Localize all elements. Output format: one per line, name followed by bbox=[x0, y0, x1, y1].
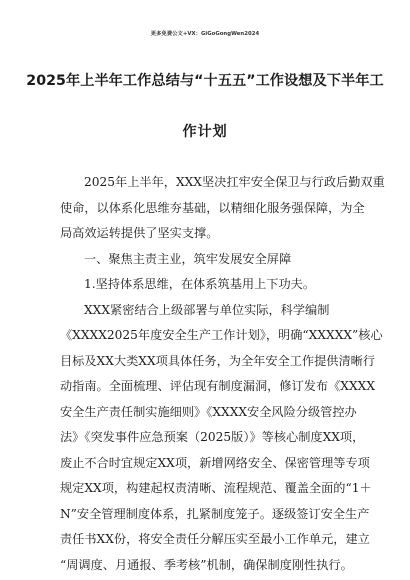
body-line: 安全生产责任制实施细则》《XXXX安全风险分级管控办 bbox=[60, 404, 357, 419]
body-line: 《XXXX2025年度安全生产工作计划》，明确“XXXXX”核心 bbox=[60, 328, 383, 342]
body-line: 使命，以体系化思维夯基础，以精细化服务强保障，为全 bbox=[60, 200, 365, 215]
header-note: 更多免费公文+VX：GiGoGongWen2024 bbox=[150, 31, 260, 37]
body-line: XXX紧密结合上级部署与单位实际，科学编制 bbox=[84, 302, 330, 317]
body-line: 规定XX项，构建起权责清晰、流程规范、覆盖全面的“1＋ bbox=[60, 481, 372, 495]
body-line: 责任书XX份，将安全责任分解压实至最小工作单元，建立 bbox=[60, 532, 370, 546]
document-title-line-1: 2025年上半年工作总结与“十五五”工作设想及下半年工 bbox=[26, 73, 384, 89]
body-line: 局高效运转提供了坚实支撑。 bbox=[60, 226, 219, 240]
body-line: 目标及XX大类XX项具体任务，为全年安全工作提供清晰行 bbox=[60, 353, 376, 368]
body-line: 2025年上半年，XXX坚决扛牢安全保卫与行政后勤双重 bbox=[84, 175, 385, 189]
body-line: 动指南。全面梳理、评估现有制度漏洞，修订发布《XXXX bbox=[60, 379, 376, 393]
document-body bbox=[60, 170, 385, 578]
body-line: 法》《突发事件应急预案（2025版）》等核心制度XX项， bbox=[60, 430, 365, 444]
document-title-line-2: 作计划 bbox=[182, 124, 228, 140]
body-line: 废止不合时宜规定XX项，新增网络安全、保密管理等专项 bbox=[60, 455, 370, 470]
subsection-heading: 1.坚持体系思维，在体系筑基用上下功夫。 bbox=[84, 277, 316, 291]
body-line: “周调度、月通报、季考核”机制，确保制度刚性执行。 bbox=[60, 557, 353, 572]
body-line: N”安全管理制度体系，扎紧制度笼子。逐级签订安全生产 bbox=[60, 506, 370, 521]
section-heading: 一、聚焦主责主业，筑牢发展安全屏障 bbox=[84, 251, 292, 266]
